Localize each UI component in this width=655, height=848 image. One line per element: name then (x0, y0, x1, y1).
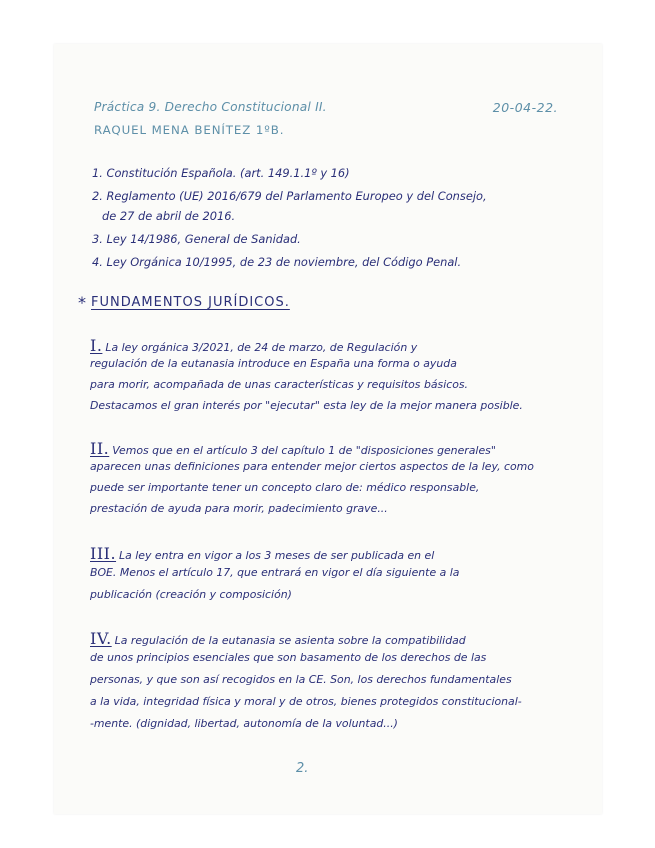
section-numeral: II. (90, 439, 110, 458)
reference-item: 4. Ley Orgánica 10/1995, de 23 de noviembre, del Código Penal. (92, 255, 462, 269)
section-line: puede ser importante tener un concepto claro de: médico responsable, (90, 481, 480, 494)
reference-item: 3. Ley 14/1986, General de Sanidad. (92, 232, 301, 246)
section-line: II. Vemos que en el artículo 3 del capítulo 1 de "disposiciones generales" (90, 439, 496, 458)
section-line: III. La ley entra en vigor a los 3 meses de ser publicada en el (90, 544, 435, 563)
page-heading: Práctica 9. Derecho Constitucional II. (94, 100, 327, 114)
section-line: de unos principios esenciales que son basamento de los derechos de las (90, 651, 487, 664)
section-numeral: I. (90, 336, 103, 355)
reference-item-continuation: de 27 de abril de 2016. (102, 209, 236, 223)
section-line: personas, y que son así recogidos en la CE. Son, los derechos fundamentales (90, 673, 512, 686)
section-line: Destacamos el gran interés por "ejecutar" esta ley de la mejor manera posible. (90, 399, 523, 412)
fundamentos-heading (78, 291, 290, 310)
handwritten-page (54, 44, 602, 814)
section-line: BOE. Menos el artículo 17, que entrará en vigor el día siguiente a la (90, 566, 460, 579)
section-line: para morir, acompañada de unas características y requisitos básicos. (90, 378, 469, 391)
section-numeral: III. (90, 544, 117, 563)
reference-item: 1. Constitución Española. (art. 149.1.1º y 16) (92, 166, 350, 180)
page-number: 2. (296, 761, 309, 776)
section-line: regulación de la eutanasia introduce en España una forma o ayuda (90, 357, 457, 370)
reference-item: 2. Reglamento (UE) 2016/679 del Parlamento Europeo y del Consejo, (92, 189, 487, 203)
section-line: IV. La regulación de la eutanasia se asienta sobre la compatibilidad (90, 629, 466, 648)
section-line: -mente. (dignidad, libertad, autonomía de la voluntad...) (90, 717, 398, 730)
section-line: a la vida, integridad física y moral y de otros, bienes protegidos constitucional- (90, 695, 522, 708)
section-line: prestación de ayuda para morir, padecimiento grave... (90, 502, 388, 515)
page-date: 20-04-22. (492, 100, 558, 115)
section-line: I. La ley orgánica 3/2021, de 24 de marzo, de Regulación y (90, 336, 418, 355)
section-line: publicación (creación y composición) (90, 588, 292, 601)
section-line: aparecen unas definiciones para entender mejor ciertos aspectos de la ley, como (90, 460, 534, 473)
section-numeral: IV. (90, 629, 112, 648)
fundamentos-title: FUNDAMENTOS JURÍDICOS. (91, 295, 290, 310)
asterisk-icon: * (78, 293, 87, 312)
student-name: RAQUEL MENA BENÍTEZ 1ºB. (94, 123, 285, 137)
